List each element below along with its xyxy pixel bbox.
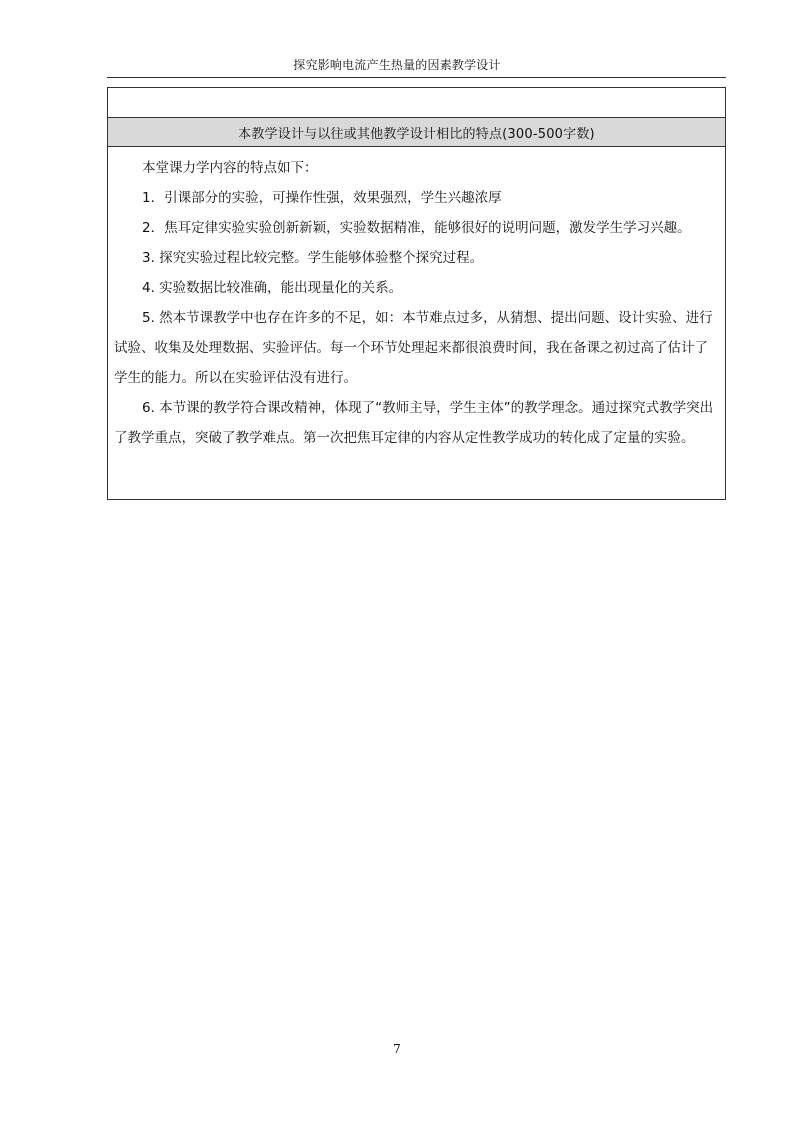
features-table (107, 87, 726, 500)
page-header-title: 探究影响电流产生热量的因素教学设计 (293, 58, 501, 72)
paragraph-point-4: 4. 实验数据比较准确，能出现量化的关系。 (142, 280, 403, 296)
paragraph-point-6: 6. 本节课的教学符合课改精神，体现了“教师主导，学生主体”的教学理念。通过探究式教学突出了教学重点，突破了教学难点。第一次把焦耳定律的内容从定性教学成功的转化成了定量的实验。 (114, 400, 714, 446)
paragraph-point-2: 2．焦耳定律实验实验创新新颖，实验数据精准，能够很好的说明问题，激发学生学习兴趣。 (142, 220, 691, 236)
paragraph-point-5: 5. 然本节课教学中也存在许多的不足，如：本节难点过多，从猜想、提出问题、设计实验、进行试验、收集及处理数据、实验评估。每一个环节处理起来都很浪费时间，我在备课之初过高了估计了学生的能力。所以在实验评估没有进行。 (114, 310, 713, 386)
body-text (108, 147, 725, 453)
section-heading: 本教学设计与以往或其他教学设计相比的特点(300-500字数) (108, 118, 726, 147)
page-number: 7 (393, 1042, 401, 1056)
table-row-heading (108, 118, 726, 147)
table-row-body (108, 147, 726, 500)
paragraph-point-1: 1．引课部分的实验，可操作性强，效果强烈，学生兴趣浓厚 (142, 190, 502, 206)
body-cell (108, 147, 726, 500)
empty-cell (108, 88, 726, 118)
table-row-empty (108, 88, 726, 118)
paragraph-intro: 本堂课力学内容的特点如下： (142, 160, 318, 176)
header-divider (107, 77, 726, 78)
paragraph-point-3: 3. 探究实验过程比较完整。学生能够体验整个探究过程。 (142, 250, 484, 266)
